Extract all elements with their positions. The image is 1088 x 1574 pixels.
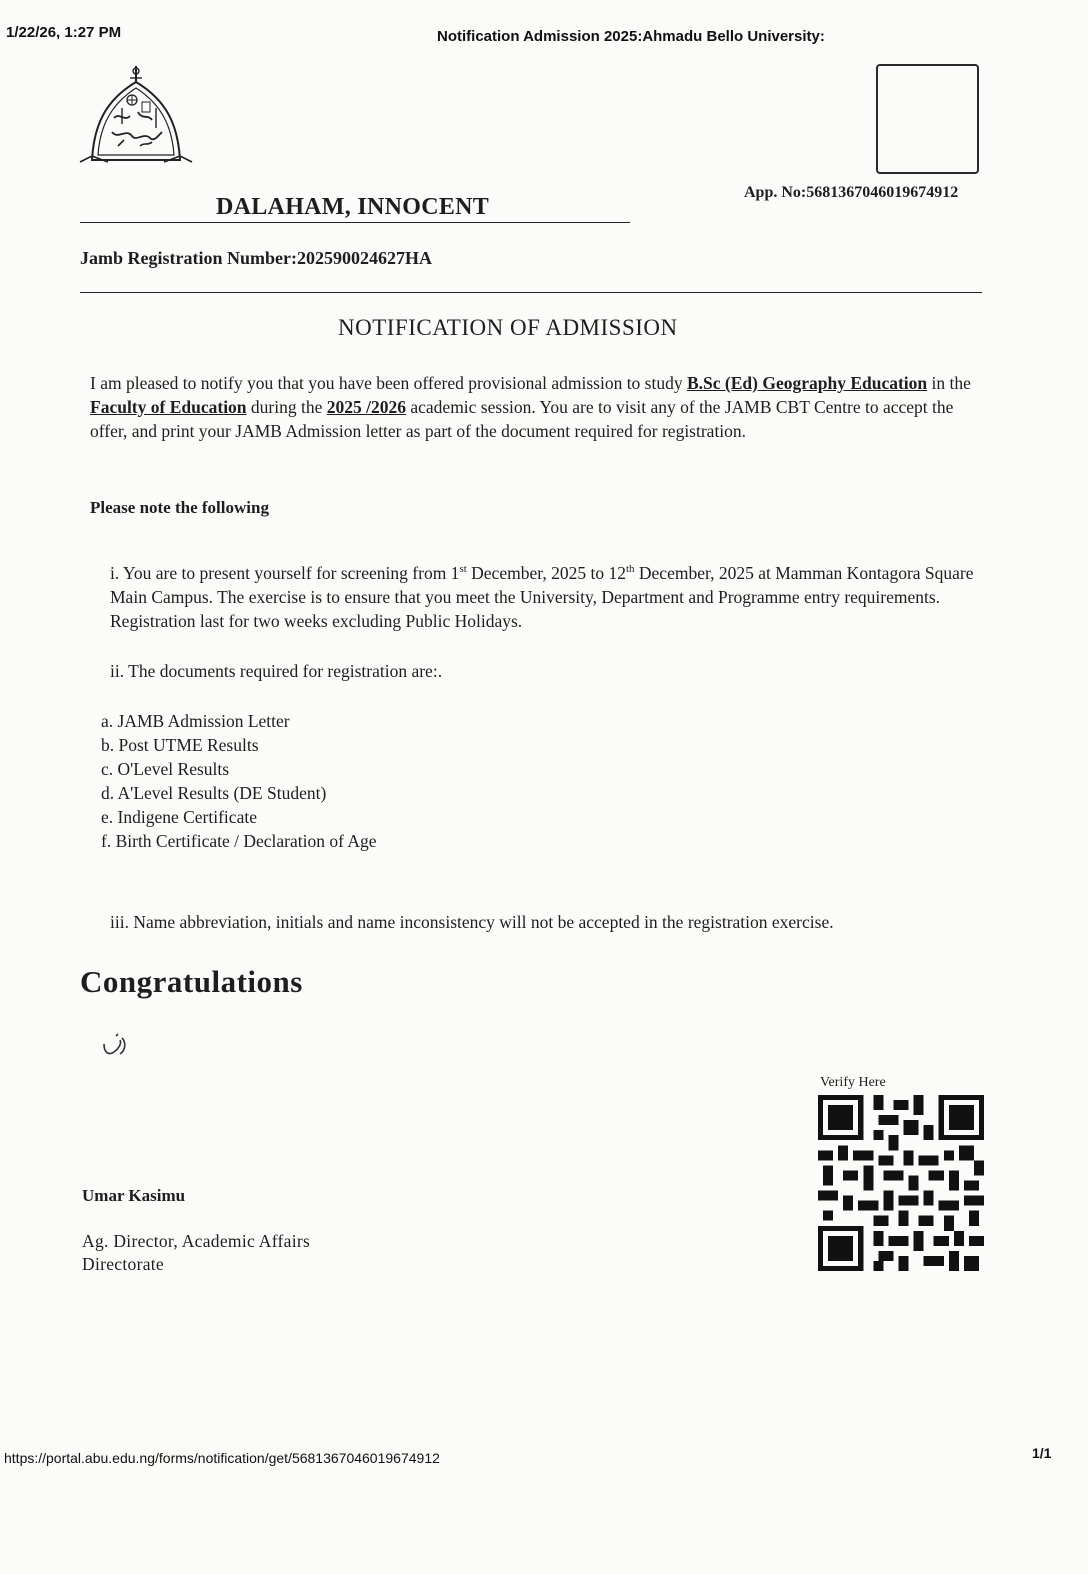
print-page-number: 1/1 — [1032, 1445, 1052, 1461]
programme-name: B.Sc (Ed) Geography Education — [686, 373, 928, 393]
name-consistency-note: iii. Name abbreviation, initials and name inconsistency will not be accepted in the registration exercise. — [110, 912, 834, 932]
print-datetime: 1/22/26, 1:27 PM — [6, 24, 122, 41]
list-item: f. Birth Certificate / Declaration of Age — [101, 831, 377, 851]
qr-code-icon[interactable] — [818, 1094, 984, 1272]
faculty-name: Faculty of Education — [90, 397, 247, 417]
verify-label: Verify Here — [820, 1075, 886, 1090]
signatory-name: Umar Kasimu — [82, 1186, 186, 1205]
notes-heading: Please note the following — [90, 498, 269, 517]
list-item: d. A'Level Results (DE Student) — [101, 783, 327, 803]
print-url: https://portal.abu.edu.ng/forms/notification/get/5681367046019674912 — [4, 1450, 440, 1466]
document-heading: NOTIFICATION OF ADMISSION — [338, 315, 678, 340]
name-divider — [80, 222, 630, 223]
application-number: App. No:5681367046019674912 — [744, 184, 959, 201]
academic-session: 2025 /2026 — [326, 397, 406, 417]
signature-icon — [100, 1030, 130, 1058]
signatory-title: Ag. Director, Academic Affairs Directorate — [82, 1231, 311, 1274]
list-item: a. JAMB Admission Letter — [101, 711, 290, 731]
list-item: e. Indigene Certificate — [101, 807, 257, 827]
screening-note: i. You are to present yourself for screening from 1st December, 2025 to 12th December, 2025 at Mamman Kontagora Square Main Campus. The exercise is to ensure that you meet the University, Department and Programme entry requirements. Registration last for two weeks excluding Public Holidays. — [110, 562, 974, 631]
list-item: c. O'Level Results — [101, 759, 230, 779]
closing-congratulations: Congratulations — [80, 964, 303, 999]
print-page-title: Notification Admission 2025:Ahmadu Bello University: — [437, 28, 825, 45]
passport-photo-box — [876, 64, 979, 174]
university-crest-icon — [78, 62, 194, 170]
documents-note: ii. The documents required for registration are:. — [110, 661, 443, 681]
list-item: b. Post UTME Results — [101, 735, 259, 755]
applicant-name: DALAHAM, INNOCENT — [216, 194, 490, 220]
required-documents-list — [101, 709, 377, 853]
admission-paragraph: I am pleased to notify you that you have been offered provisional admission to study B.Sc (Ed) Geography Education in the Faculty of Education during the 2025 /2026 academic session. You are to visit any of the JAMB CBT Centre to accept the offer, and print your JAMB Admission letter as part of the document required for registration. — [90, 373, 971, 441]
header-divider — [80, 292, 982, 293]
jamb-registration-number: Jamb Registration Number:202590024627HA — [80, 248, 432, 268]
